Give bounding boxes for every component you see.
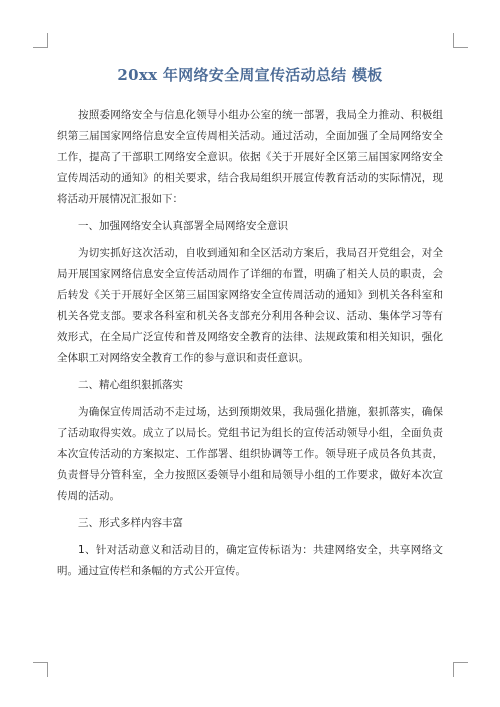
- intro-paragraph: 按照委网络安全与信息化领导小组办公室的统一部署，我局全力推动、积极组织第三届国家网络信息安全宣传周相关活动。通过活动，全面加强了全局网络安全工作，提高了干部职工网络安全意识。依据《关于开展好全区第三届国家网络安全宣传周活动的通知》的相关要求，结合我局组织开展宣传教育活动的实际情况，现将活动开展情况汇报如下：: [57, 109, 443, 205]
- title-text: 年网络安全周宣传活动总结 模板: [157, 66, 383, 84]
- crop-mark-bottom-right: [453, 662, 468, 677]
- section-heading-2: 二、精心组织狠抓落实: [78, 379, 183, 391]
- crop-mark-top-right: [453, 33, 468, 48]
- section-1-paragraph: 为切实抓好这次活动，自收到通知和全区活动方案后，我局召开党组会，对全局开展国家网络信息安全宣传活动周作了详细的布置，明确了相关人员的职责，会后转发《关于开展好全区第三届国家网络安全宣传周活动的通知》到机关各科室和机关各党支部。要求各科室和机关各支部充分利用各种会议、活动、集体学习等有效形式，在全局广泛宣传和普及网络安全教育的法律、法规政策和相关知识，强化全体职工对网络安全教育工作的参与意识和责任意识。: [57, 247, 443, 364]
- title-year: 20xx: [117, 66, 158, 84]
- document-page: [57, 64, 443, 588]
- document-body: [57, 105, 443, 582]
- crop-mark-top-left: [33, 33, 48, 48]
- section-3-paragraph: 1、针对活动意义和活动目的，确定宣传标语为：共建网络安全，共享网络文明。通过宣传栏和条幅的方式公开宣传。: [57, 544, 443, 577]
- section-heading-3: 三、形式多样内容丰富: [78, 517, 183, 529]
- section-heading-1: 一、加强网络安全认真部署全局网络安全意识: [78, 220, 288, 232]
- document-title: [57, 64, 443, 86]
- crop-mark-bottom-left: [33, 662, 48, 677]
- section-2-paragraph: 为确保宣传周活动不走过场，达到预期效果，我局强化措施，狠抓落实，确保了活动取得实效。成立了以局长。党组书记为组长的宣传活动领导小组，全面负责本次宣传活动的方案拟定、工作部署、组织协调等工作。领导班子成员各负其责，负责督导分管科室，全力按照区委领导小组和局领导小组的工作要求，做好本次宣传周的活动。: [57, 406, 443, 502]
